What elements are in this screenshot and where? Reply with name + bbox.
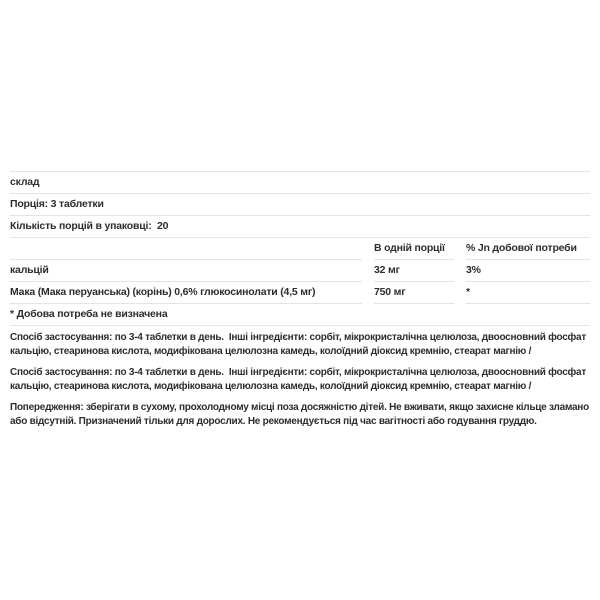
serving-size-label: Порція: 3 таблетки [10,194,590,216]
usage-directions-paragraph-2: Спосіб застосування: по 3-4 таблетки в день. Інші інгредієнти: сорбіт, мікрокристалічна целюлоза, двоосновний фосфат кальцію, стеаринова кислота, модифікована целюлозна камедь, колоїдний діоксид кремнію, стеарат магнію / [10,367,589,392]
usage-directions-paragraph-1: Спосіб застосування: по 3-4 таблетки в день. Інші інгредієнти: сорбіт, мікрокристалічна целюлоза, двоосновний фосфат кальцію, стеаринова кислота, модифікована целюлозна камедь, колоїдний діоксид кремнію, стеарат магнію / [10,332,589,357]
nutrient-amount: 750 мг [374,282,454,304]
nutrient-name: Мака (Мака перуанська) (корінь) 0,6% глюкосинолати (4,5 мг) [10,282,362,304]
section-title: склад [10,172,590,194]
table-row-nutrient-calcium [10,260,590,282]
nutrient-name: кальцій [10,260,362,282]
supplement-facts-table [10,171,590,326]
table-row-section-title [10,172,590,194]
table-header-row [10,238,590,260]
servings-per-container-label: Кількість порцій в упаковці: 20 [10,216,590,238]
table-row-nutrient-maca [10,282,590,304]
table-row-serving-size [10,194,590,216]
warning-paragraph: Попередження: зберігати в сухому, прохолодному місці поза досяжністю дітей. Не вживати, якщо захисне кільце зламано або відсутній. Призначений тільки для дорослих. Не рекомендується під час вагітності або годування груддю. [10,402,592,427]
header-spacer-cell [10,238,362,260]
nutrient-daily-value: 3% [466,260,590,282]
column-header-percent-daily-value: % Jn добової потреби [466,238,590,260]
nutrient-amount: 32 мг [374,260,454,282]
table-row-servings-per-container [10,216,590,238]
column-header-amount-per-serving: В одній порції [374,238,454,260]
daily-value-footnote: * Добова потреба не визначена [10,304,590,326]
table-row-footnote [10,304,590,326]
nutrient-daily-value: * [466,282,590,304]
supplement-facts-sheet [10,171,590,429]
